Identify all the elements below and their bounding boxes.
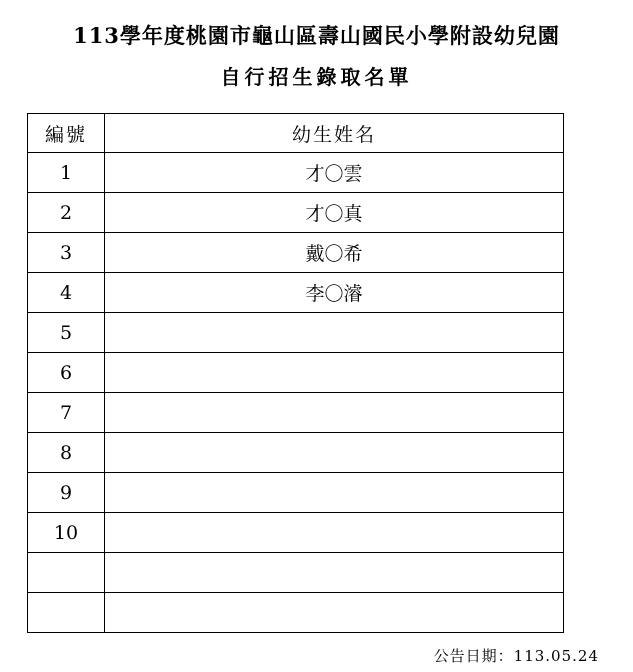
table-row	[28, 353, 564, 393]
table-row	[28, 393, 564, 433]
row-child-name: 才〇真	[105, 193, 564, 233]
row-number: 5	[28, 313, 105, 353]
row-child-name	[105, 513, 564, 553]
row-number: 7	[28, 393, 105, 433]
row-child-name	[105, 313, 564, 353]
header-number: 編號	[28, 114, 105, 153]
row-child-name	[105, 353, 564, 393]
table-row	[28, 513, 564, 553]
table-row	[28, 593, 564, 633]
announcement-date: 公告日期：113.05.24	[433, 647, 599, 665]
row-number	[28, 553, 105, 593]
table-row	[28, 553, 564, 593]
row-number: 3	[28, 233, 105, 273]
admission-list-table	[27, 113, 564, 633]
table-header-row	[28, 114, 564, 153]
table-row	[28, 193, 564, 233]
table-row	[28, 433, 564, 473]
row-number: 8	[28, 433, 105, 473]
row-child-name	[105, 393, 564, 433]
row-number: 1	[28, 153, 105, 193]
table-row	[28, 473, 564, 513]
table-row	[28, 313, 564, 353]
row-number: 6	[28, 353, 105, 393]
row-child-name: 戴〇希	[105, 233, 564, 273]
row-child-name	[105, 593, 564, 633]
document-title: 113學年度桃園市龜山區壽山國民小學附設幼兒園	[73, 23, 560, 48]
row-number: 9	[28, 473, 105, 513]
header-child-name: 幼生姓名	[105, 114, 564, 153]
row-child-name	[105, 553, 564, 593]
row-child-name	[105, 473, 564, 513]
row-child-name	[105, 433, 564, 473]
row-number: 2	[28, 193, 105, 233]
table-row	[28, 273, 564, 313]
document-subtitle: 自行招生錄取名單	[220, 65, 413, 89]
table-row	[28, 233, 564, 273]
table-row	[28, 153, 564, 193]
row-number: 4	[28, 273, 105, 313]
row-number	[28, 593, 105, 633]
row-child-name: 才〇雲	[105, 153, 564, 193]
row-child-name: 李〇濬	[105, 273, 564, 313]
row-number: 10	[28, 513, 105, 553]
